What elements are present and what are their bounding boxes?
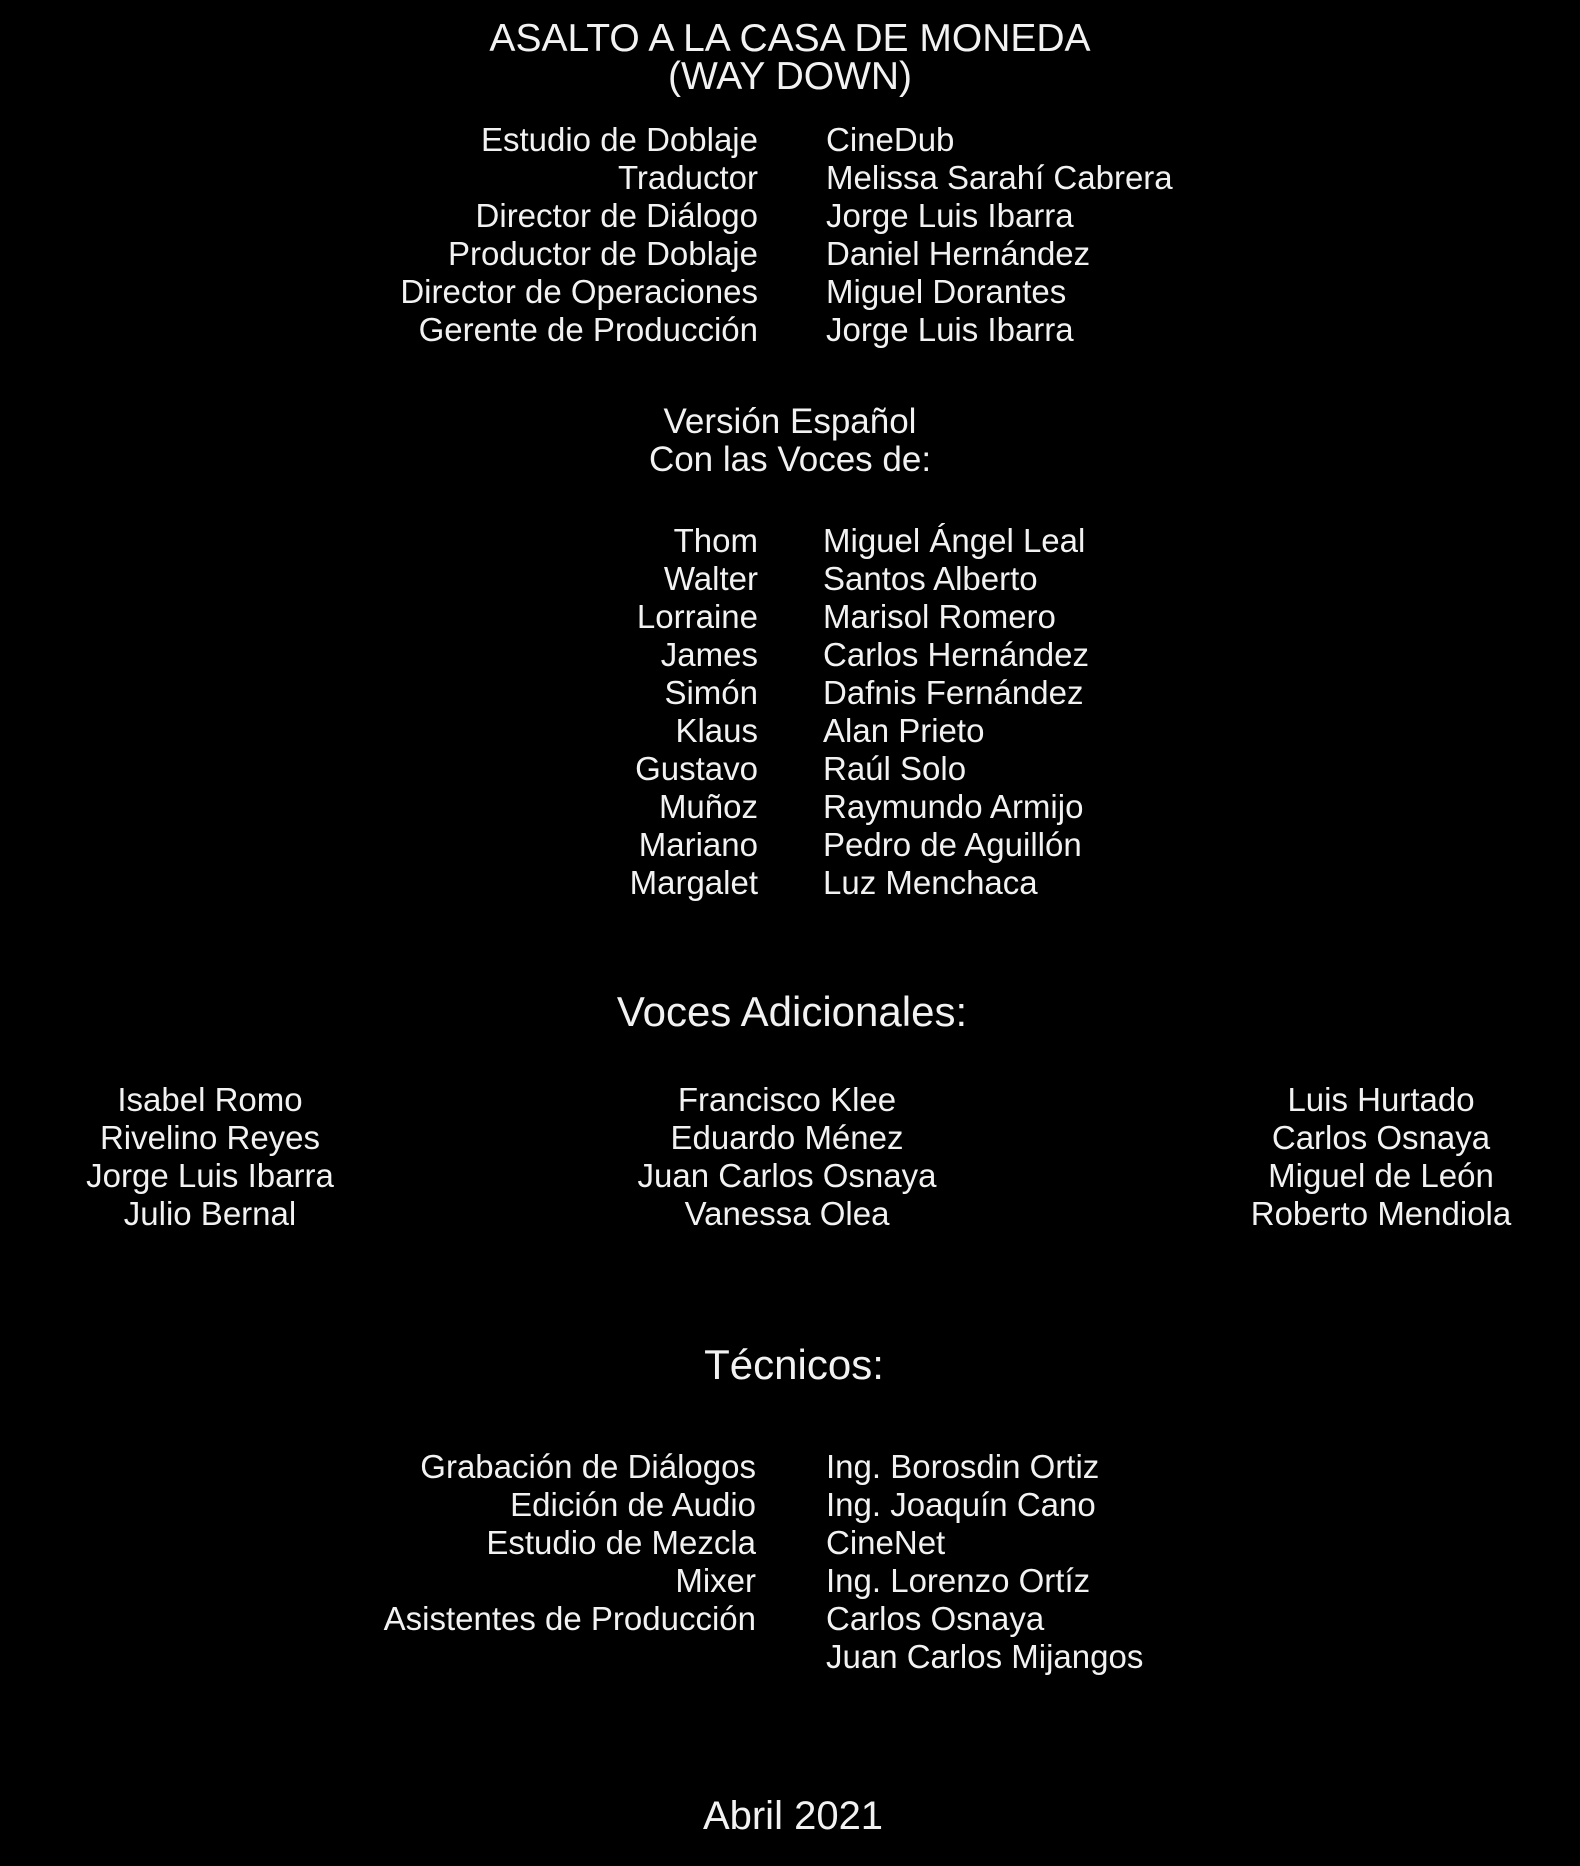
technician-name: Juan Carlos Mijangos bbox=[826, 1638, 1144, 1675]
cast-character: Margalet bbox=[629, 864, 758, 901]
technician-name: Ing. Borosdin Ortiz bbox=[826, 1448, 1100, 1485]
cast-actor: Marisol Romero bbox=[823, 598, 1056, 635]
credit-role: Productor de Doblaje bbox=[447, 235, 758, 272]
cast-actor: Raúl Solo bbox=[823, 750, 967, 787]
technicians-roles-column bbox=[384, 1448, 756, 1638]
dubbing-roles-column bbox=[400, 121, 758, 349]
credit-role: Director de Diálogo bbox=[475, 197, 758, 234]
additional-voice: Eduardo Ménez bbox=[670, 1119, 904, 1156]
cast-actor: Dafnis Fernández bbox=[823, 674, 1084, 711]
cast-character: James bbox=[660, 636, 758, 673]
dubbing-names-column bbox=[826, 121, 1173, 349]
credit-name: Jorge Luis Ibarra bbox=[826, 311, 1074, 348]
cast-actor: Pedro de Aguillón bbox=[823, 826, 1082, 863]
technician-role: Grabación de Diálogos bbox=[420, 1448, 756, 1485]
cast-actor: Carlos Hernández bbox=[823, 636, 1089, 673]
cast-character: Klaus bbox=[675, 712, 758, 749]
cast-character: Mariano bbox=[638, 826, 758, 863]
additional-voice: Vanessa Olea bbox=[684, 1195, 890, 1232]
cast-character: Simón bbox=[664, 674, 758, 711]
cast-character: Gustavo bbox=[635, 750, 758, 787]
voices-label: Con las Voces de: bbox=[648, 440, 932, 479]
additional-voices-heading: Voces Adicionales: bbox=[616, 988, 968, 1035]
technician-role: Asistentes de Producción bbox=[383, 1600, 756, 1637]
cast-character: Muñoz bbox=[658, 788, 758, 825]
additional-voices-col1 bbox=[86, 1081, 334, 1233]
credit-role: Traductor bbox=[618, 159, 758, 196]
version-label: Versión Español bbox=[663, 402, 917, 441]
additional-voice: Carlos Osnaya bbox=[1271, 1119, 1491, 1156]
additional-voice: Roberto Mendiola bbox=[1250, 1195, 1512, 1232]
additional-voice: Rivelino Reyes bbox=[99, 1119, 321, 1156]
title-block bbox=[489, 17, 1091, 98]
credit-name: Jorge Luis Ibarra bbox=[826, 197, 1074, 234]
credit-name: Miguel Dorantes bbox=[826, 273, 1067, 310]
cast-actor: Santos Alberto bbox=[823, 560, 1038, 597]
release-date: Abril 2021 bbox=[702, 1794, 884, 1838]
additional-voices-col2 bbox=[638, 1081, 937, 1233]
technicians-heading: Técnicos: bbox=[704, 1341, 884, 1388]
cast-actor: Miguel Ángel Leal bbox=[823, 522, 1086, 559]
cast-actor: Raymundo Armijo bbox=[823, 788, 1084, 825]
title-subtitle: (WAY DOWN) bbox=[667, 55, 913, 98]
cast-character: Thom bbox=[673, 522, 758, 559]
additional-voice: Miguel de León bbox=[1268, 1157, 1494, 1194]
technicians-names-column bbox=[826, 1448, 1143, 1676]
additional-voice: Juan Carlos Osnaya bbox=[637, 1157, 937, 1194]
technician-role: Edición de Audio bbox=[510, 1486, 756, 1523]
additional-voice: Julio Bernal bbox=[123, 1195, 297, 1232]
additional-voice: Luis Hurtado bbox=[1287, 1081, 1475, 1118]
technician-role: Mixer bbox=[675, 1562, 756, 1599]
cast-actor: Luz Menchaca bbox=[823, 864, 1038, 901]
credit-role: Gerente de Producción bbox=[418, 311, 758, 348]
cast-actor: Alan Prieto bbox=[823, 712, 985, 749]
technician-name: Ing. Joaquín Cano bbox=[826, 1486, 1096, 1523]
additional-voice: Jorge Luis Ibarra bbox=[86, 1157, 334, 1194]
credit-role: Estudio de Doblaje bbox=[480, 121, 758, 158]
technician-name: Ing. Lorenzo Ortíz bbox=[826, 1562, 1091, 1599]
credit-role: Director de Operaciones bbox=[400, 273, 758, 310]
cast-characters-column bbox=[630, 522, 758, 902]
technician-name: Carlos Osnaya bbox=[826, 1600, 1045, 1637]
additional-voices-col3 bbox=[1251, 1081, 1512, 1233]
technician-name: CineNet bbox=[826, 1524, 946, 1561]
credit-name: CineDub bbox=[826, 121, 955, 158]
cast-actors-column bbox=[823, 522, 1089, 902]
cast-character: Walter bbox=[663, 560, 758, 597]
title-main: ASALTO A LA CASA DE MONEDA bbox=[489, 17, 1091, 60]
credit-name: Melissa Sarahí Cabrera bbox=[826, 159, 1173, 196]
additional-voice: Francisco Klee bbox=[677, 1081, 897, 1118]
cast-character: Lorraine bbox=[636, 598, 758, 635]
voices-section-heading bbox=[649, 403, 931, 479]
technician-role: Estudio de Mezcla bbox=[486, 1524, 756, 1561]
additional-voice: Isabel Romo bbox=[117, 1081, 303, 1118]
credit-name: Daniel Hernández bbox=[826, 235, 1091, 272]
